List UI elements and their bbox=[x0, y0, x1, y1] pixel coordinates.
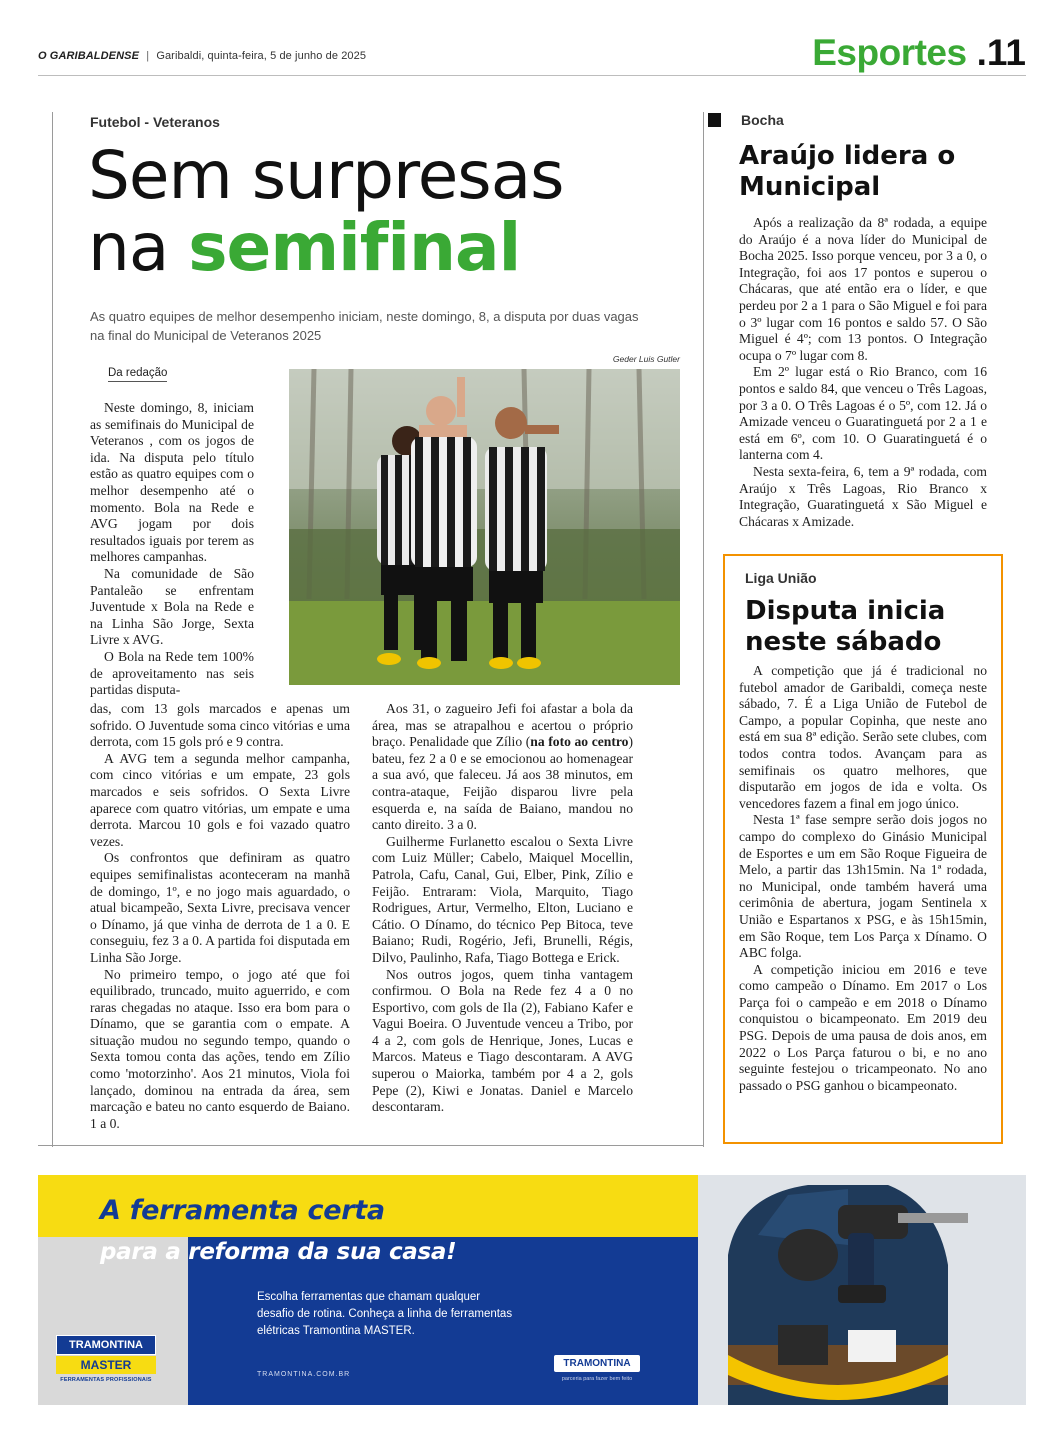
ad-worker-photo bbox=[698, 1175, 1026, 1405]
section-title: Esportes bbox=[812, 32, 967, 73]
photo-credit: Geder Luis Gutler bbox=[612, 354, 680, 364]
bocha-headline: Araújo lidera o Municipal bbox=[739, 141, 956, 202]
tramontina-ad[interactable] bbox=[38, 1175, 1026, 1405]
ad-headline: A ferramenta certa bbox=[100, 1195, 385, 1226]
article-lead: As quatro equipes de melhor desempenho iniciam, neste domingo, 8, a disputa por duas vagas na final do Municipal de Veteranos 2025 bbox=[90, 309, 639, 343]
article-border-left bbox=[52, 112, 53, 1147]
section-header bbox=[812, 32, 1026, 74]
paragraph: Guilherme Furlanetto escalou o Sexta Livre com Luiz Müller; Cabelo, Maiquel Mocellin, Patrola, Cafu, Canal, Gui, Elber, Pink, Zílio e Feijão. Entraram: Viola, Marquito, Tiago Rodrigues, Artur, Vermelho, Elton, Luciano e Cátio. O Dínamo, do técnico Pep Bitoca, teve Baiano; Rudi, Rogério, Jefi, Brunelli, Régis, Dilvo, Paulinho, Rafa, Tiago Bottega e Erick. bbox=[372, 833, 633, 965]
paragraph-continued: das, com 13 gols marcados e apenas um sofrido. O Juventude soma cinco vitórias e uma derrota, com 15 gols pró e 9 contra. bbox=[90, 701, 350, 750]
logo-line: MASTER bbox=[56, 1356, 156, 1374]
logo-brand: TRAMONTINA bbox=[56, 1335, 156, 1355]
brand-tagline: parceria para fazer bem feito bbox=[561, 1376, 633, 1382]
liga-article bbox=[739, 663, 987, 1094]
newspaper-name: O GARIBALDENSE bbox=[38, 50, 140, 62]
ad-subheadline: para a reforma da sua casa! bbox=[100, 1239, 457, 1265]
byline: Da redação bbox=[108, 367, 167, 382]
page-number: .11 bbox=[976, 32, 1026, 73]
paragraph: Neste domingo, 8, iniciam as semifinais do Municipal de Veteranos , com os jogos de ida. Na disputa pelo título estão as quatro equipes com o melhor desempenho até o momento. Bola na Rede e AVG jogam por dois resultados iguais por terem as melhores campanhas. bbox=[90, 400, 254, 565]
header-rule bbox=[38, 75, 1026, 76]
paragraph: Nesta sexta-feira, 6, tem a 9ª rodada, com Araújo x Três Lagoas, Rio Branco x Integração, Guaratinguetá x São Miguel e Chácaras x Amizade. bbox=[739, 463, 987, 529]
paragraph: A competição iniciou em 2016 e teve como campeão o Dínamo. Em 2017 o Los Parça foi o campeão e em 2018 o Dínamo conquistou o bicampeonato. Em 2019 deu PSG. Depois de uma pausa de dois anos, em 2022 o Los Parça faturou o bi, e no ano seguinte festejou o tricampeonato. No ano passado o PSG ganhou o bicampeonato. bbox=[739, 961, 987, 1093]
paragraph: Na comunidade de São Pantaleão se enfrentam Juventude x Bola na Rede e na Linha São Jorge, Sexta Livre x AVG. bbox=[90, 565, 254, 648]
paragraph: O Bola na Rede tem 100% de aproveitamento nas seis partidas disputa- bbox=[90, 648, 254, 698]
dateline: Garibaldi, quinta-feira, 5 de junho de 2025 bbox=[156, 50, 367, 62]
article-border-bottom bbox=[38, 1145, 703, 1146]
tramontina-master-logo bbox=[56, 1335, 156, 1383]
headline-line-1: Sem surpresas bbox=[88, 137, 564, 214]
ad-body-text: Escolha ferramentas que chamam qualquer desafio de rotina. Conheça a linha de ferramentas elétricas Tramontina MASTER. bbox=[257, 1291, 513, 1337]
paragraph: Nos outros jogos, quem tinha vantagem confirmou. O Bola na Rede fez 4 a 0 no Esportivo, com gols de Ila (2), Fabiano Kafer e Vagui Boeira. O Juventude venceu a Tribo, por 4 a 2, com gols de Henrique, Jones, Lucas e Marcos. Mateus e Tiago descontaram. A AVG superou o Maiorka, também por 4 a 2, gols Pepe (2), Kiwi e Jonatas. Daniel e Marcelo descontaram. bbox=[372, 966, 633, 1115]
paragraph: No primeiro tempo, o jogo até que foi equilibrado, truncado, muito aguerrido, e com raras chegadas no ataque. Isso era bom para o Dínamo, que se garantia com o empate. A situação mudou no segundo tempo, quando o Sexta tomou conta das ações, tendo em Zílio como 'motorzinho'. Aos 21 minutos, Viola foi lançado, dominou na entrada da área, sem marcação e bateu no canto esquerdo de Baiano. 1 a 0. bbox=[90, 966, 350, 1131]
liga-headline: Disputa inicia neste sábado bbox=[745, 596, 946, 657]
liga-kicker: Liga União bbox=[745, 570, 817, 586]
paragraph: Após a realização da 8ª rodada, a equipe do Araújo é a nova líder do Municipal de Bocha 2025. Isso porque venceu, por 3 a 0, o Integração, foi aos 17 pontos e superou o Chácaras, que até então era o líder, e que perdeu por 2 a 1 para o São Miguel e foi para o 3º lugar com 16 pontos e saldo 57. O São Miguel é 4º; com 13 pontos. O Integração ocupa o 7º lugar com 8. bbox=[739, 215, 987, 363]
article-column-2 bbox=[372, 701, 633, 1116]
paragraph: Nesta 1ª fase sempre serão dois jogos no campo do complexo do Ginásio Municipal de Esportes e um em São Roque Figueira de Melo, a partir das 13h15min. Na 1ª rodada, no Municipal, onde também haverá uma cerimônia de abertura, jogam Sentinela x União e Espartanos x PSG, e às 15h15min, em São Roque, tem Los Parça x Dínamo. O ABC folga. bbox=[739, 812, 987, 961]
main-kicker: Futebol - Veteranos bbox=[90, 114, 220, 130]
paragraph: Aos 31, o zagueiro Jefi foi afastar a bola da área, mas se atrapalhou e acertou o próprio braço. Penalidade que Zílio (na foto ao centro) bateu, fez 2 a 0 e se emocionou ao homenagear a sua avó, que faleceu. Já aos 38 minutos, em contra-ataque, Feijão disparou livre pela esquerda e, na saída de Baiano, mandou no canto direito. 3 a 0. bbox=[372, 701, 633, 833]
section-marker bbox=[708, 113, 721, 127]
masthead-line bbox=[38, 50, 366, 62]
paragraph: Os confrontos que definiram as quatro equipes semifinalistas aconteceram na manhã de domingo, 1º, e no jogo mais aguardado, o atual bicampeão, Sexta Livre, precisava vencer o Dínamo, já que vinha de derrota de 1 a 0. E conseguiu, fez 3 a 0. A partida foi disputada em Linha São Jorge. bbox=[90, 850, 350, 965]
separator: | bbox=[146, 50, 150, 62]
paragraph: Em 2º lugar está o Rio Branco, com 16 pontos e saldo 84, que venceu o Três Lagoas, por 3 a 0. O Três Lagoas é o 5º, com 12. Já o Amizade venceu o Guaratinguetá por 2 a 1 e está em 6º, com 10. O Guaratinguetá é o lanterna com 4. bbox=[739, 364, 987, 463]
bocha-kicker: Bocha bbox=[741, 112, 784, 128]
paragraph: A AVG tem a segunda melhor campanha, com cinco vitórias e um empate, 23 gols marcados e seis sofridos. O Sexta Livre aparece com quatro vitórias, um empate e uma derrota. Marcou 10 gols e foi vazado quatro vezes. bbox=[90, 750, 350, 849]
article-column-1-bottom bbox=[90, 701, 350, 1132]
ad-url[interactable]: TRAMONTINA.COM.BR bbox=[257, 1371, 351, 1378]
main-headline bbox=[88, 137, 564, 286]
players-photo-illustration bbox=[289, 369, 680, 685]
paragraph: A competição que já é tradicional no futebol amador de Garibaldi, começa neste sábado, 7. É a Liga União de Futebol de Campo, a popular Copinha, que neste ano está em sua 8ª edição. Serão sete clubes, com todos contra todos. Avançam para as semifinais os quatro melhores, que disputarão em jogos de ida e volta. Os vencedores fazem a final em jogo único. bbox=[739, 663, 987, 811]
headline-line-2: na semifinal bbox=[88, 209, 521, 286]
tramontina-logo bbox=[554, 1355, 640, 1382]
photo-reference: na foto ao centro bbox=[530, 734, 629, 750]
brand-name: TRAMONTINA bbox=[554, 1355, 640, 1372]
column-divider bbox=[703, 112, 704, 1147]
bocha-article bbox=[739, 215, 987, 530]
article-column-1-top bbox=[90, 400, 254, 699]
headline-highlight: semifinal bbox=[188, 209, 521, 286]
players-photo bbox=[289, 369, 680, 685]
drill-worker-illustration bbox=[698, 1175, 1026, 1405]
logo-tagline: FERRAMENTAS PROFISSIONAIS bbox=[60, 1377, 152, 1383]
